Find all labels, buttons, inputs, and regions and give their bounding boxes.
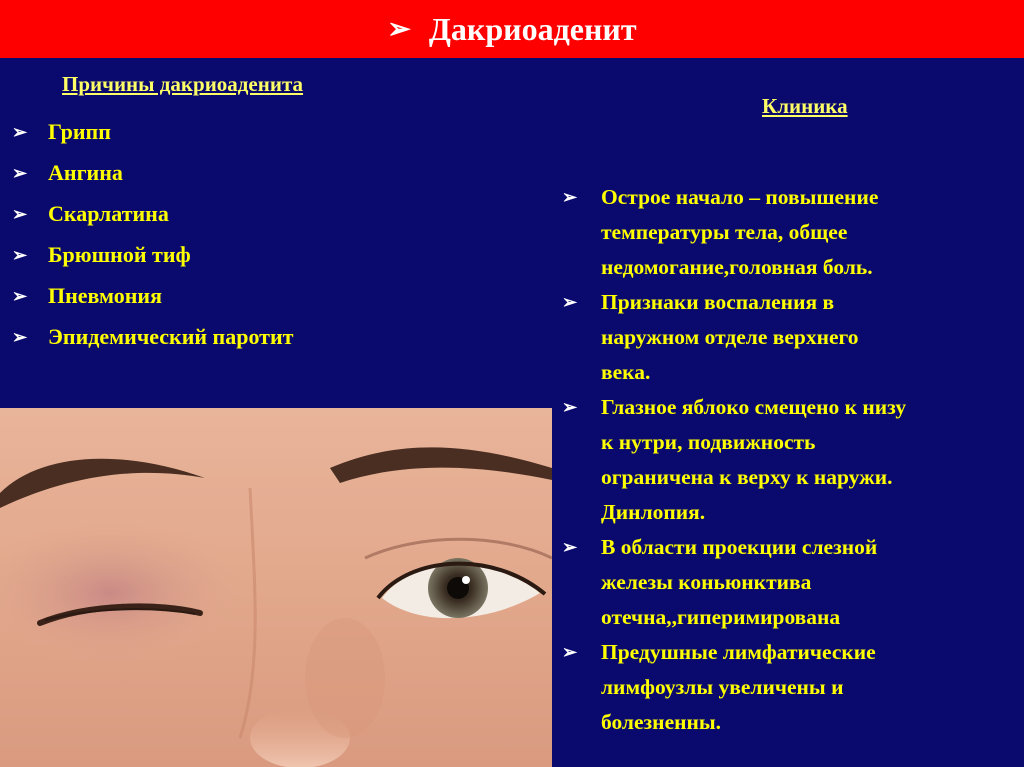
arrow-bullet-icon: ➢	[562, 397, 578, 417]
list-item: ➢ Острое начало – повышение температуры тела, общее недомогание,головная боль.	[562, 180, 1018, 285]
clinic-list	[562, 180, 1018, 740]
list-item: ➢ Эпидемический паротит	[12, 324, 294, 349]
arrow-bullet-icon: ➢	[12, 122, 28, 142]
causes-heading: Причины дакриоаденита	[62, 72, 304, 96]
list-item: ➢ В области проекции слезной железы коньюнктива отечна,,гиперимирована	[562, 530, 1018, 635]
arrow-bullet-icon: ➢	[562, 187, 578, 207]
arrow-bullet-icon: ➢	[562, 642, 578, 662]
arrow-bullet-icon: ➢	[562, 537, 578, 557]
list-item: ➢ Признаки воспаления в наружном отделе верхнего века.	[562, 285, 1018, 390]
slide-title-bar	[0, 0, 1024, 58]
clinic-heading: Клиника	[762, 94, 848, 118]
list-item: ➢ Ангина	[12, 160, 123, 185]
arrow-bullet-icon: ➢	[387, 14, 411, 45]
arrow-bullet-icon: ➢	[12, 245, 28, 265]
list-item: ➢ Глазное яблоко смещено к низу к нутри, подвижность ограничена к верху к наружи. Динлопия.	[562, 390, 1018, 530]
arrow-bullet-icon: ➢	[12, 204, 28, 224]
face-photo	[0, 408, 552, 767]
arrow-bullet-icon: ➢	[12, 163, 28, 183]
arrow-bullet-icon: ➢	[562, 292, 578, 312]
list-item: ➢ Скарлатина	[12, 201, 169, 226]
list-item: ➢ Пневмония	[12, 283, 163, 308]
list-item: ➢ Грипп	[12, 119, 111, 144]
arrow-bullet-icon: ➢	[12, 327, 28, 347]
list-item: ➢ Предушные лимфатические лимфоузлы увеличены и болезненны.	[562, 635, 1018, 740]
list-item: ➢ Брюшной тиф	[12, 242, 191, 267]
arrow-bullet-icon: ➢	[12, 286, 28, 306]
causes-list	[12, 118, 552, 364]
slide-title: Дакриоаденит	[428, 10, 637, 47]
